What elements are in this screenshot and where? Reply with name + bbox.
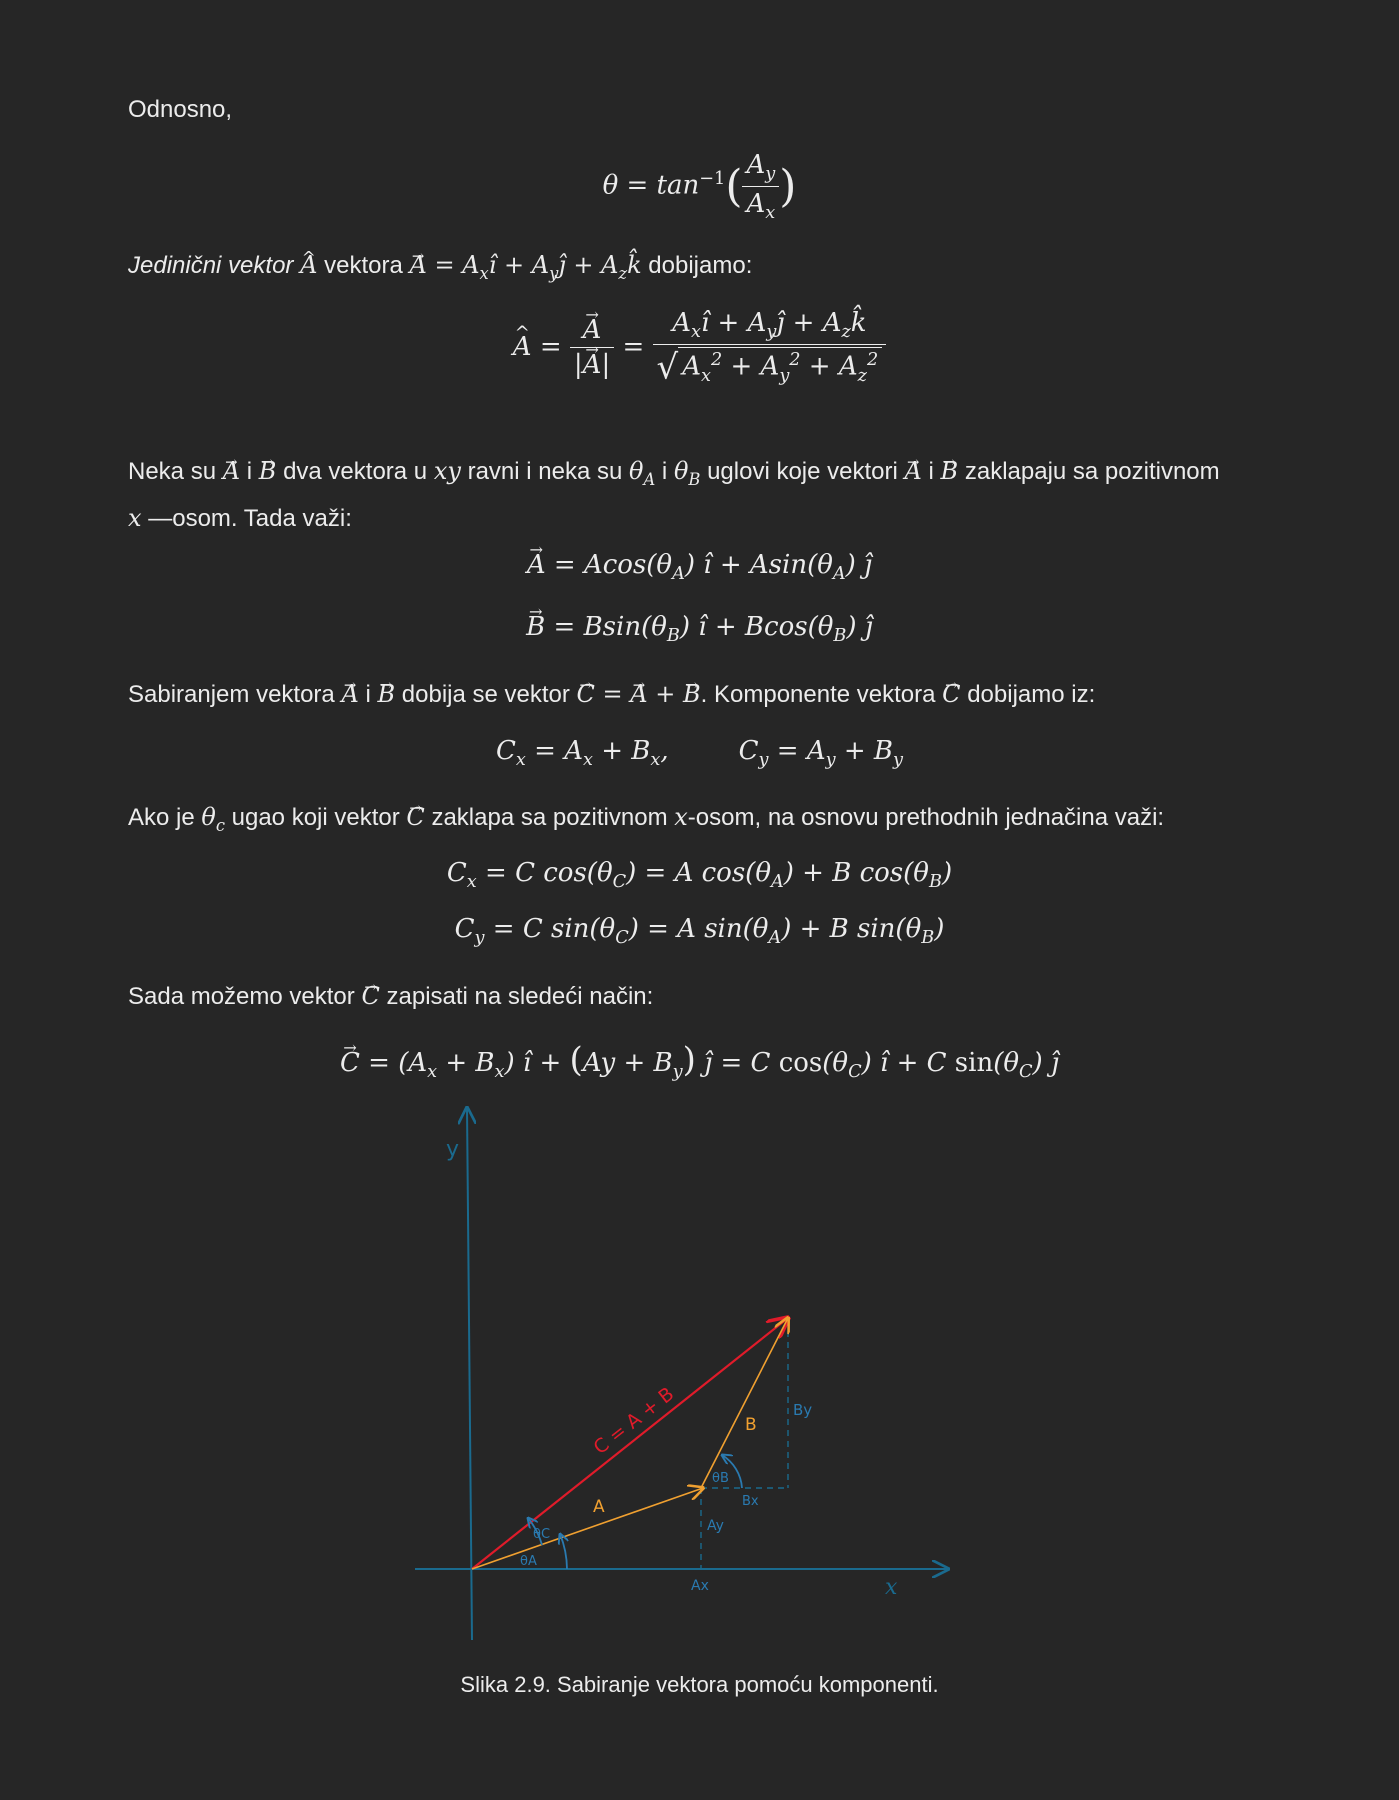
text-odnosno: Odnosno, — [128, 96, 233, 123]
text-unit-mid: vektora — [324, 252, 403, 279]
text-p3c: ravni i neka su — [467, 458, 623, 485]
text-p3-i3: i — [928, 458, 934, 485]
label-theta-b: θB — [712, 1471, 729, 1486]
text-p4b: dobija se vektor — [401, 681, 570, 708]
vector-a — [472, 1488, 703, 1569]
equation-cx: $C_x = C$ $\cos(\theta_C) = A$ $\cos(\theta_A) + B$ $\cos(\theta_B)$ — [446, 858, 953, 893]
equation-vector-a: → $A = Acos(\theta_A)$ î + $Asin(\theta_A)$ ĵ — [0, 550, 1399, 584]
text-p3f: —osom. Tada važi: — [148, 504, 352, 532]
text-p5c: zaklapa sa pozitivnom — [431, 804, 668, 831]
equation-c-final: → $C = (A_x + B_x)$ î + $(Ay + B_y)$ ĵ = C $\cos(\theta_C)$ î + C $\sin(\theta_C)$ ĵ — [0, 1040, 1399, 1082]
text-p3e: zaklapaju sa pozitivnom — [964, 458, 1220, 485]
text-unit-end: dobijamo: — [648, 252, 753, 279]
label-ax: Ax — [691, 1578, 709, 1594]
label-ay: Ay — [707, 1518, 724, 1534]
text-p3a: Neka su — [128, 458, 217, 485]
text-paragraph-sum: Sabiranjem vektora → A i → B dobija se vektor → C = → A + → B. Komponente vektora → C dobijamo iz: — [128, 676, 1095, 713]
label-b: B — [745, 1415, 757, 1435]
label-bx: Bx — [742, 1494, 759, 1509]
text-unit-vector-intro: Jedinični vektor ^ A vektora → $A = A_xî$ + $A_yĵ$ + $A_zk̂$ dobijamo: — [128, 247, 752, 292]
text-p4d: dobijamo iz: — [967, 681, 1096, 708]
text-p4c: . Komponente vektora — [700, 681, 936, 708]
text-p5a: Ako je — [128, 804, 195, 831]
label-c-sum: C = A + B — [589, 1382, 679, 1459]
equation-theta: $\theta = \tan^{-1}$( $\frac{A_y}{A_x}$ ) — [602, 150, 797, 224]
text-paragraph-angles: Neka su → A i → B dva vektora u xy ravni i neka su $\theta_A$ i $\theta_B$ uglovi koje vektori → A i → B zaklapaju sa pozitivnom x —osom. Tada važi: — [128, 452, 1220, 538]
equation-unit-vector: ^ A = → $\frac{A}{|\to A|}$ = $\frac{A_xî + A_yĵ + A_zk̂}{√ A_x^2 + A_y^2 + A_z^2}$ — [0, 308, 1399, 388]
equation-vector-b: → $B = Bsin(\theta_B)$ î + $Bcos(\theta_B)$ ĵ — [0, 612, 1399, 646]
text-p3b: dva vektora u — [283, 458, 428, 485]
text-p3-i1: i — [246, 458, 253, 485]
y-axis-label: y — [446, 1137, 460, 1162]
y-axis — [467, 1108, 472, 1640]
text-p5b: ugao koji vektor — [231, 804, 400, 831]
text-p4a: Sabiranjem vektora — [128, 681, 335, 708]
theta-a-arc — [560, 1534, 567, 1569]
text-p6a: Sada možemo vektor — [128, 983, 355, 1010]
x-axis-label: x — [885, 1575, 898, 1600]
figure-caption: Slika 2.9. Sabiranje vektora pomoću komponenti. — [460, 1672, 939, 1697]
label-by: By — [793, 1401, 813, 1419]
equation-components: $C_x = A_x + B_x$, $C_y = A_y + B_y$ — [496, 736, 903, 771]
label-a: A — [593, 1497, 605, 1517]
label-theta-c: θC — [533, 1527, 551, 1542]
text-p6b: zapisati na sledeći način: — [386, 983, 654, 1010]
label-theta-a: θA — [520, 1554, 537, 1569]
equation-cy: $C_y = C$ $\sin(\theta_C) = A$ $\sin(\theta_A) + B$ $\sin(\theta_B)$ — [454, 914, 945, 949]
text-p3-i2: i — [661, 458, 668, 485]
text-paragraph-write: Sada možemo vektor → C zapisati na sledeći način: — [128, 978, 653, 1015]
vector-c — [472, 1318, 788, 1569]
text-p5d: -osom, na osnovu prethodnih jednačina važi: — [687, 804, 1165, 831]
text-p3d: uglovi koje vektori — [707, 458, 898, 485]
vector-b — [701, 1318, 788, 1488]
text-p4-i: i — [365, 681, 371, 708]
text-unit-italic: Jedinični vektor — [128, 252, 294, 279]
text-paragraph-theta-c: Ako je $\theta_c$ ugao koji vektor → C zaklapa sa pozitivnom x-osom, na osnovu prethodnih jednačina važi: — [128, 799, 1164, 844]
